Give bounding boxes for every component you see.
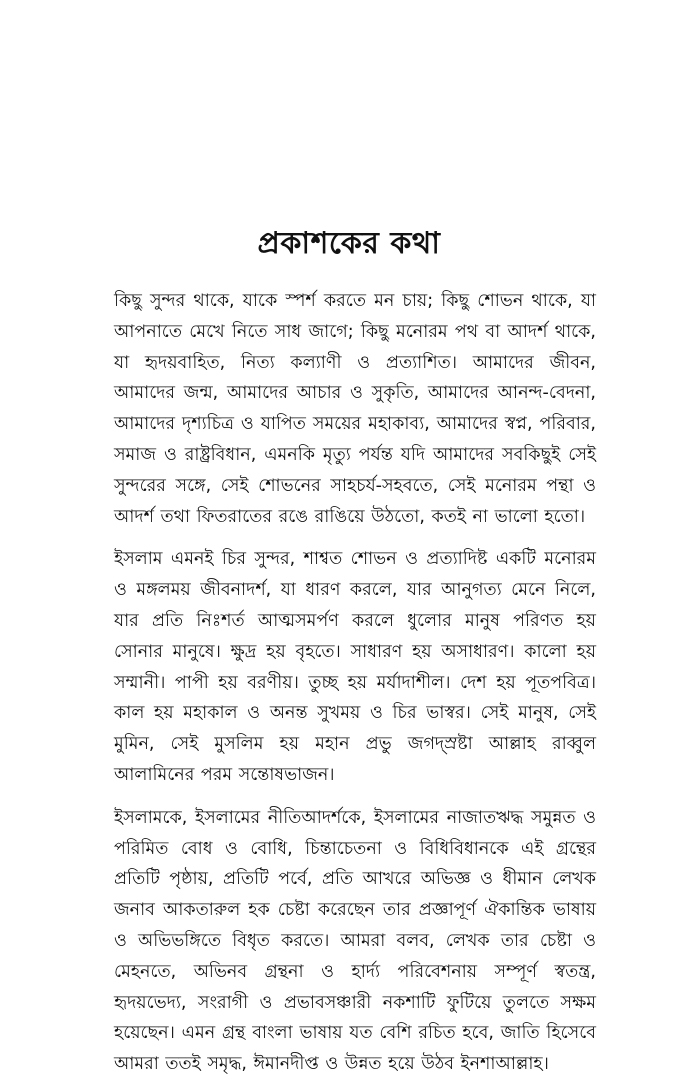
paragraph-2: ইসলাম এমনই চির সুন্দর, শাশ্বত শোভন ও প্রত্যাদিষ্ট একটি মনোরম ও মঙ্গলময় জীবনাদর্শ, যা ধারণ করলে, যার আনুগত্য মেনে নিলে, যার প্রতি নিঃশর্ত আত্মসমর্পণ করলে ধুলোর মানুষ পরিণত হয় সোনার মানুষে। ক্ষুদ্র হয় বৃহতে। সাধারণ হয় অসাধারণ। কালো হয় সম্মানী। পাপী হয় বরণীয়। তুচ্ছ হয় মর্যাদাশীল। দেশ হয় পূতপবিত্র। কাল হয় মহাকাল ও অনন্ত সুখময় ও চির ভাস্বর। সেই মানুষ, সেই মুমিন, সেই মুসলিম হয় মহান প্রভু জগদ্স্রষ্টা আল্লাহ রাব্বুল আলামিনের পরম সন্তোষভাজন। [114, 549, 596, 785]
paragraph-1: কিছু সুন্দর থাকে, যাকে স্পর্শ করতে মন চায়; কিছু শোভন থাকে, যা আপনাতে মেখে নিতে সাধ জাগে; কিছু মনোরম পথ বা আদর্শ থাকে, যা হৃদয়বাহিত, নিত্য কল্যাণী ও প্রত্যাশিত। আমাদের জীবন, আমাদের জন্ম, আমাদের আচার ও সুকৃতি, আমাদের আনন্দ-বেদনা, আমাদের দৃশ্যচিত্র ও যাপিত সময়ের মহাকাব্য, আমাদের স্বপ্ন, পরিবার, সমাজ ও রাষ্ট্রবিধান, এমনকি মৃত্যু পর্যন্ত যদি আমাদের সবকিছুই সেই সুন্দরের সঙ্গে, সেই শোভনের সাহচর্য-সহবতে, সেই মনোরম পন্থা ও আদর্শ তথা ফিতরাতের রঙে রাঙিয়ে উঠতো, কতই না ভালো হতো। [114, 291, 596, 527]
body-text [114, 286, 596, 1092]
paragraph-3: ইসলামকে, ইসলামের নীতিআদর্শকে, ইসলামের নাজাতঋদ্ধ সমুন্নত ও পরিমিত বোধ ও বোধি, চিন্তাচেতনা ও বিধিবিধানকে এই গ্রন্থের প্রতিটি পৃষ্ঠায়, প্রতিটি পর্বে, প্রতি আখরে অভিজ্ঞ ও ধীমান লেখক জনাব আকতারুল হক চেষ্টা করেছেন তার প্রজ্ঞাপূর্ণ ঐকান্তিক ভাষায় ও অভিভঙ্গিতে বিধৃত করতে। আমরা বলব, লেখক তার চেষ্টা ও মেহনতে, অভিনব গ্রন্থনা ও হার্দ্য পরিবেশনায় সম্পূর্ণ স্বতন্ত্র, হৃদয়ভেদ্য, সংরাগী ও প্রভাবসঞ্চারী নকশাটি ফুটিয়ে তুলতে সক্ষম হয়েছেন। এমন গ্রন্থ বাংলা ভাষায় যত বেশি রচিত হবে, জাতি হিসেবে আমরা ততই সমৃদ্ধ, ঈমানদীপ্ত ও উন্নত হয়ে উঠব ইনশাআল্লাহ। [114, 807, 596, 1075]
page-title: প্রকাশকের কথা [257, 226, 441, 261]
